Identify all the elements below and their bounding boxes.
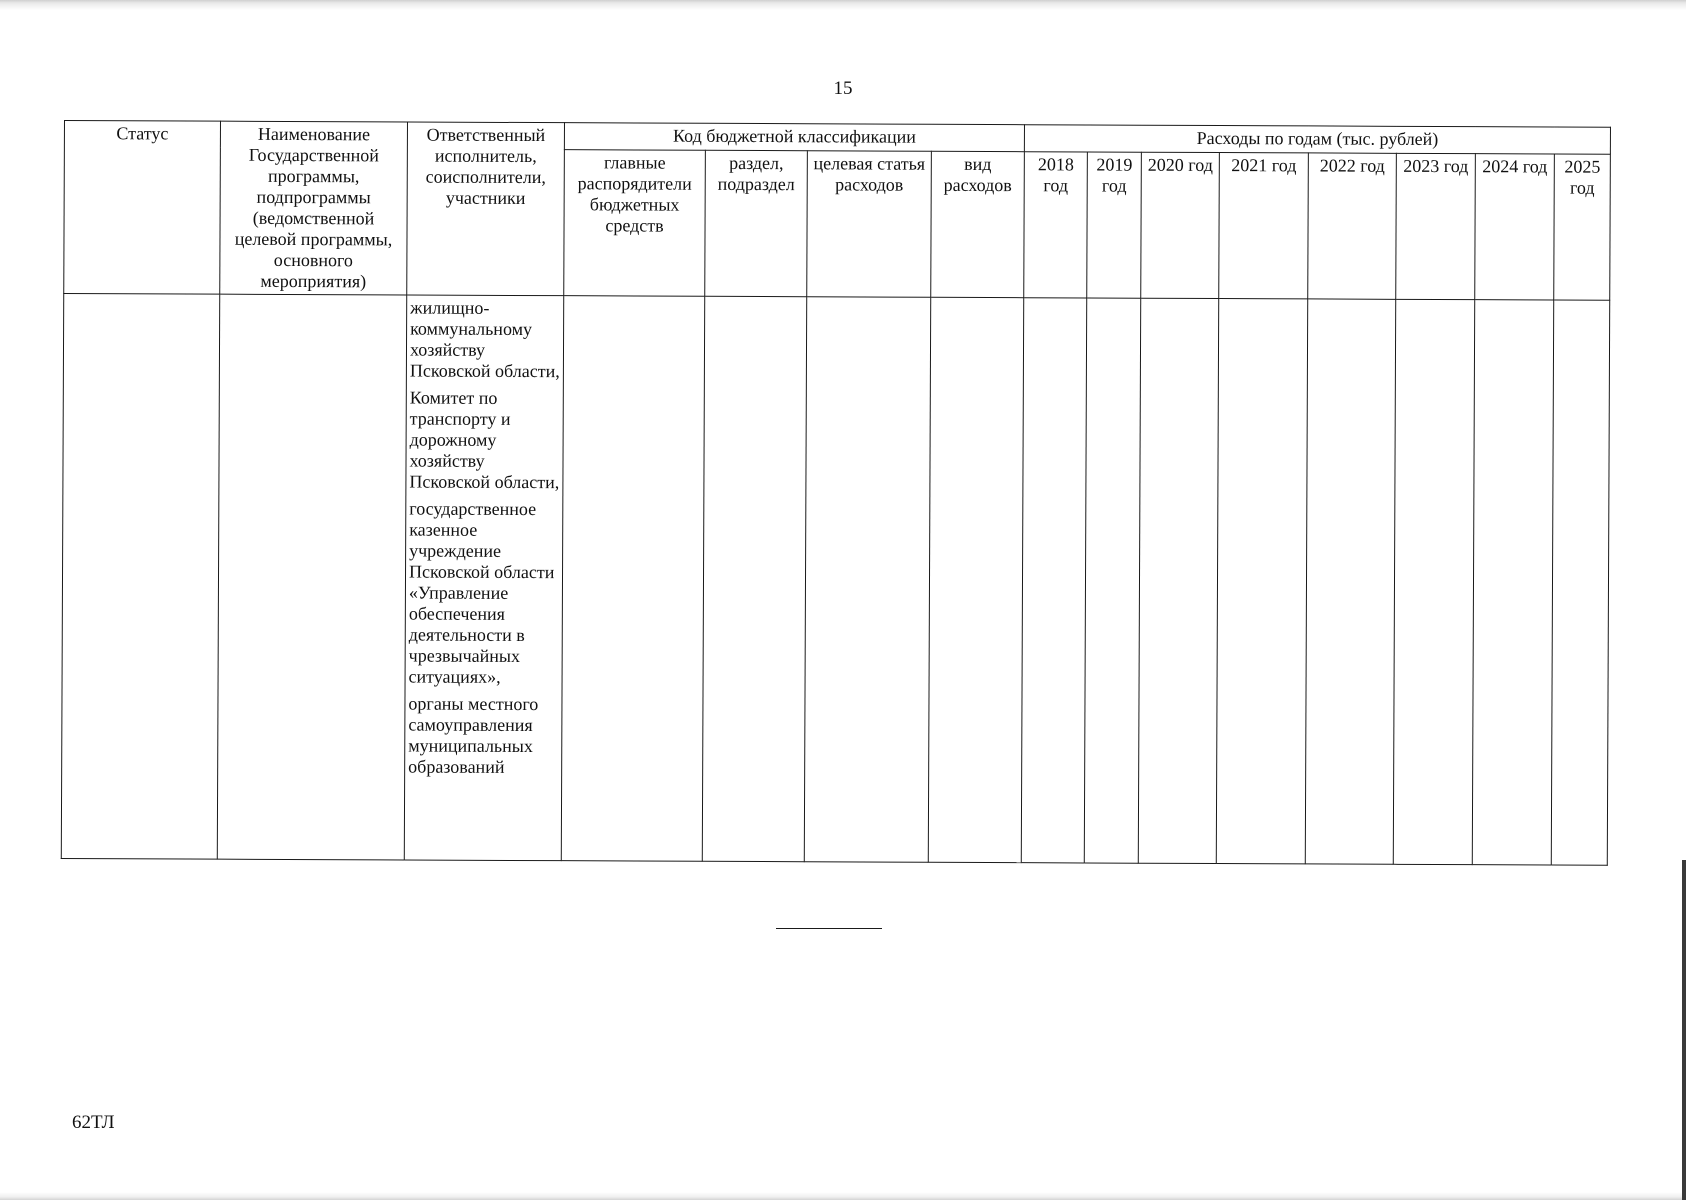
executor-item: государственное казенное учреждение Псковской области «Управление обеспечения деятельности в чрезвычайных ситуациях», bbox=[408, 498, 555, 687]
cell-target-article bbox=[804, 297, 930, 863]
cell-expense-type bbox=[928, 297, 1023, 862]
header-year-2018: 2018 год bbox=[1024, 152, 1088, 298]
header-row-1 bbox=[64, 121, 1610, 155]
table-row bbox=[61, 294, 1610, 866]
cell-grbs bbox=[561, 296, 704, 862]
header-grbs: главные распорядители бюджетных средств bbox=[564, 150, 706, 297]
cell-year-2018 bbox=[1021, 298, 1086, 863]
footer-divider bbox=[776, 928, 882, 929]
cell-year-2025 bbox=[1551, 300, 1610, 865]
header-year-2020: 2020 год bbox=[1141, 152, 1220, 298]
header-status: Статус bbox=[64, 121, 221, 295]
header-section: раздел, подраздел bbox=[705, 150, 808, 297]
cell-year-2019 bbox=[1084, 298, 1140, 863]
cell-program-name bbox=[217, 294, 406, 860]
document-code: 62ТЛ bbox=[72, 1112, 115, 1133]
header-target-article: целевая статья расходов bbox=[807, 151, 932, 298]
cell-executors bbox=[404, 295, 563, 861]
cell-year-2020 bbox=[1138, 298, 1218, 863]
executor-item: органы местного самоуправления муниципальных образований bbox=[408, 693, 539, 777]
header-year-2022: 2022 год bbox=[1308, 153, 1397, 299]
executor-item: жилищно-коммунальному хозяйству Псковской области, bbox=[409, 297, 560, 382]
cell-section bbox=[702, 296, 806, 861]
executor-item: Комитет по транспорту и дорожному хозяйству Псковской области, bbox=[409, 387, 560, 493]
header-year-2024: 2024 год bbox=[1475, 154, 1555, 300]
header-year-2021: 2021 год bbox=[1219, 152, 1309, 298]
cell-status bbox=[61, 294, 219, 860]
page-number: 15 bbox=[833, 78, 853, 99]
header-year-2019: 2019 год bbox=[1087, 152, 1142, 298]
budget-table bbox=[61, 120, 1611, 866]
header-year-2023: 2023 год bbox=[1396, 153, 1476, 299]
cell-year-2023 bbox=[1393, 299, 1474, 864]
cell-year-2024 bbox=[1472, 300, 1553, 865]
cell-year-2022 bbox=[1305, 299, 1395, 864]
header-budget-code-group: Код бюджетной классификации bbox=[564, 123, 1024, 152]
scan-edge-bottom bbox=[0, 1192, 1686, 1200]
header-expense-type: вид расходов bbox=[931, 151, 1025, 297]
scan-edge-right bbox=[1682, 860, 1686, 1200]
header-expenses-group: Расходы по годам (тыс. рублей) bbox=[1024, 125, 1610, 154]
cell-year-2021 bbox=[1216, 299, 1307, 864]
header-year-2025: 2025 год bbox=[1554, 154, 1611, 300]
scan-edge-top bbox=[0, 0, 1686, 10]
header-program-name: Наименование Государственной программы, подпрограммы (ведомственной целевой программы, основного мероприятия) bbox=[220, 121, 408, 295]
header-executor: Ответственный исполнитель, соисполнители, участники bbox=[407, 122, 565, 296]
